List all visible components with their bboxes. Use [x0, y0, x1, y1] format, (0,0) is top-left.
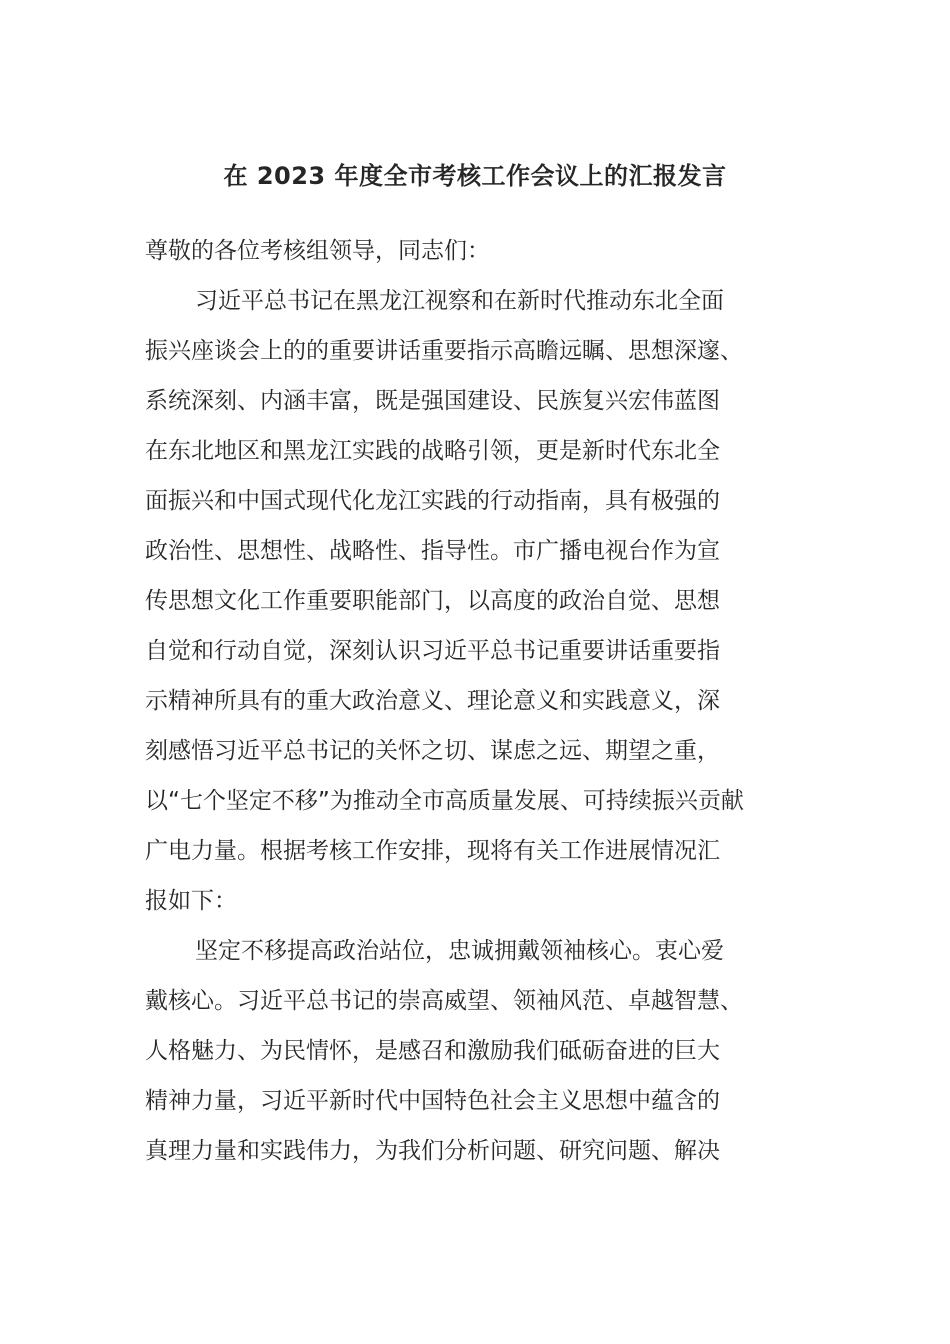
paragraph-line: 人格魅力、为民情怀，是感召和激励我们砥砺奋进的巨大	[145, 1038, 720, 1064]
paragraph-line: 坚定不移提高政治站位，忠诚拥戴领袖核心。衷心爱	[195, 938, 724, 964]
paragraph-line: 以“七个坚定不移”为推动全市高质量发展、可持续振兴贡献	[145, 788, 744, 814]
paragraph-line: 自觉和行动自觉，深刻认识习近平总书记重要讲话重要指	[145, 638, 720, 664]
paragraph-line: 习近平总书记在黑龙江视察和在新时代推动东北全面	[195, 288, 724, 314]
paragraph-line: 面振兴和中国式现代化龙江实践的行动指南，具有极强的	[145, 488, 720, 514]
paragraph-line: 示精神所具有的重大政治意义、理论意义和实践意义，深	[145, 688, 720, 714]
paragraph-line: 报如下：	[145, 888, 237, 914]
paragraph-line: 在东北地区和黑龙江实践的战略引领，更是新时代东北全	[145, 438, 720, 464]
paragraph-line: 系统深刻、内涵丰富，既是强国建设、民族复兴宏伟蓝图	[145, 388, 720, 414]
document-title: 在 2023 年度全市考核工作会议上的汇报发言	[223, 162, 727, 190]
paragraph-line: 精神力量，习近平新时代中国特色社会主义思想中蕴含的	[145, 1088, 720, 1114]
paragraph-line: 戴核心。习近平总书记的崇高威望、领袖风范、卓越智慧、	[145, 988, 743, 1014]
paragraph-line: 广电力量。根据考核工作安排，现将有关工作进展情况汇	[145, 838, 720, 864]
paragraph-line: 振兴座谈会上的的重要讲话重要指示高瞻远瞩、思想深邃、	[145, 338, 743, 364]
paragraph-line: 传思想文化工作重要职能部门，以高度的政治自觉、思想	[145, 588, 720, 614]
paragraph-line: 真理力量和实践伟力，为我们分析问题、研究问题、解决	[145, 1138, 720, 1164]
salutation-line: 尊敬的各位考核组领导，同志们：	[145, 238, 490, 264]
paragraph-line: 政治性、思想性、战略性、指导性。市广播电视台作为宣	[145, 538, 720, 564]
document-body	[145, 226, 807, 1176]
paragraph-line: 刻感悟习近平总书记的关怀之切、谋虑之远、期望之重，	[145, 738, 720, 764]
